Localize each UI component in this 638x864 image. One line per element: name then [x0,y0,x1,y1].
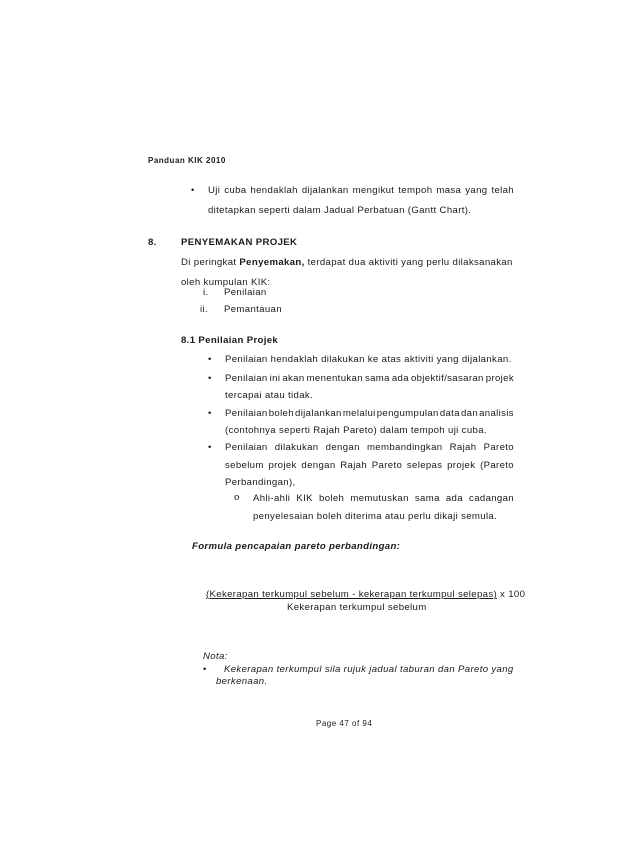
para-prefix: Di peringkat [181,257,237,268]
word: ada [391,373,409,384]
word: projek [485,373,514,384]
word: Uji [208,185,221,196]
list-item: Pemantauan [224,304,282,315]
word: KIK [296,493,313,504]
word: cadangan [469,493,514,504]
word: selepas [406,460,443,471]
section-8-para-line-2: oleh kumpulan KIK: [181,277,271,288]
word: mengikut [352,185,395,196]
word: sama [364,373,390,384]
sub-bullet-line-1 [253,493,514,504]
bullet-icon: • [208,373,212,384]
word: ini [269,373,281,384]
word: boleh [268,408,294,419]
formula-title: Formula pencapaian pareto perbandingan: [192,541,401,552]
bullet-1: Penilaian hendaklah dilakukan ke atas aktiviti yang dijalankan. [225,354,512,365]
word: (Pareto [480,460,514,471]
list-item: Penilaian [224,287,267,298]
sub-bullet-line-2: penyelesaian boleh diterima atau perlu dikaji semula. [253,511,498,522]
word: boleh [319,493,345,504]
word: data [439,408,460,419]
bullet-4-line-3: Perbandingan), [225,477,296,488]
word: Pareto [483,442,514,453]
para-rest: terdapat dua aktiviti yang perlu dilaksanakan [307,257,513,268]
word: pengumpulan [376,408,439,419]
bullet-icon: • [208,442,212,453]
bullet-icon: • [203,664,207,675]
word: akan [282,373,305,384]
page-number: Page 47 of 94 [316,719,373,728]
list-item-num: i. [203,287,209,298]
bullet-3-line-1 [225,408,514,419]
word: dilakukan [274,442,319,453]
bullet-icon: • [208,354,212,365]
formula-denominator: Kekerapan terkumpul sebelum [287,602,427,613]
intro-bullet-line-2: ditetapkan seperti dalam Jadual Perbatuan (Gantt Chart). [208,205,472,216]
intro-bullet-line-1 [208,185,514,196]
section-8-1-title: 8.1 Penilaian Projek [181,335,279,346]
para-bold-term: Penyemakan, [239,257,305,268]
formula-numerator-row [206,589,525,600]
bullet-4-line-1 [225,442,514,453]
bullet-2-line-2: tercapai atau tidak. [225,390,314,401]
word: Penilaian [225,373,268,384]
word: Rajah [449,442,477,453]
word: dan [460,408,479,419]
section-8-title: PENYEMAKAN PROJEK [181,237,298,248]
bullet-2-line-1 [225,373,514,384]
word: projek [268,460,297,471]
bullet-3-line-2: (contohnya seperti Rajah Pareto) dalam tempoh uji cuba. [225,425,487,436]
word: projek [447,460,476,471]
note-label: Nota: [203,651,228,662]
note-line-2: berkenaan. [216,676,268,687]
word: melalui [342,408,376,419]
word: memutuskan [350,493,409,504]
section-8-number: 8. [148,237,157,248]
word: telah [491,185,514,196]
word: objektif/sasaran [410,373,484,384]
word: hendaklah [250,185,298,196]
word: cuba [224,185,247,196]
list-item-num: ii. [200,304,208,315]
formula-numerator: (Kekerapan terkumpul sebelum - kekerapan terkumpul selepas) [206,589,498,600]
word: tempoh [398,185,433,196]
word: ada [445,493,463,504]
word: sebelum [225,460,264,471]
word: Pareto [371,460,403,471]
word: Penilaian [225,408,268,419]
word: dijalankan [301,185,349,196]
word: yang [465,185,488,196]
word: sama [414,493,440,504]
word: dengan [301,460,336,471]
word: masa [436,185,462,196]
word: dijalankan [295,408,342,419]
note-line-1: Kekerapan terkumpul sila rujuk jadual taburan dan Pareto yang [224,664,514,675]
word: analisis [479,408,514,419]
word: membandingkan [366,442,443,453]
formula-multiplier: x 100 [500,589,526,600]
bullet-icon: • [208,408,212,419]
word: Ahli-ahli [253,493,291,504]
bullet-icon: • [191,185,195,196]
section-8-para-line-1 [181,257,513,268]
word: menentukan [306,373,363,384]
circle-bullet-icon: o [234,493,240,503]
word: dengan [325,442,360,453]
running-header: Panduan KIK 2010 [148,156,226,165]
word: Rajah [340,460,368,471]
bullet-4-line-2 [225,460,514,471]
word: Penilaian [225,442,268,453]
